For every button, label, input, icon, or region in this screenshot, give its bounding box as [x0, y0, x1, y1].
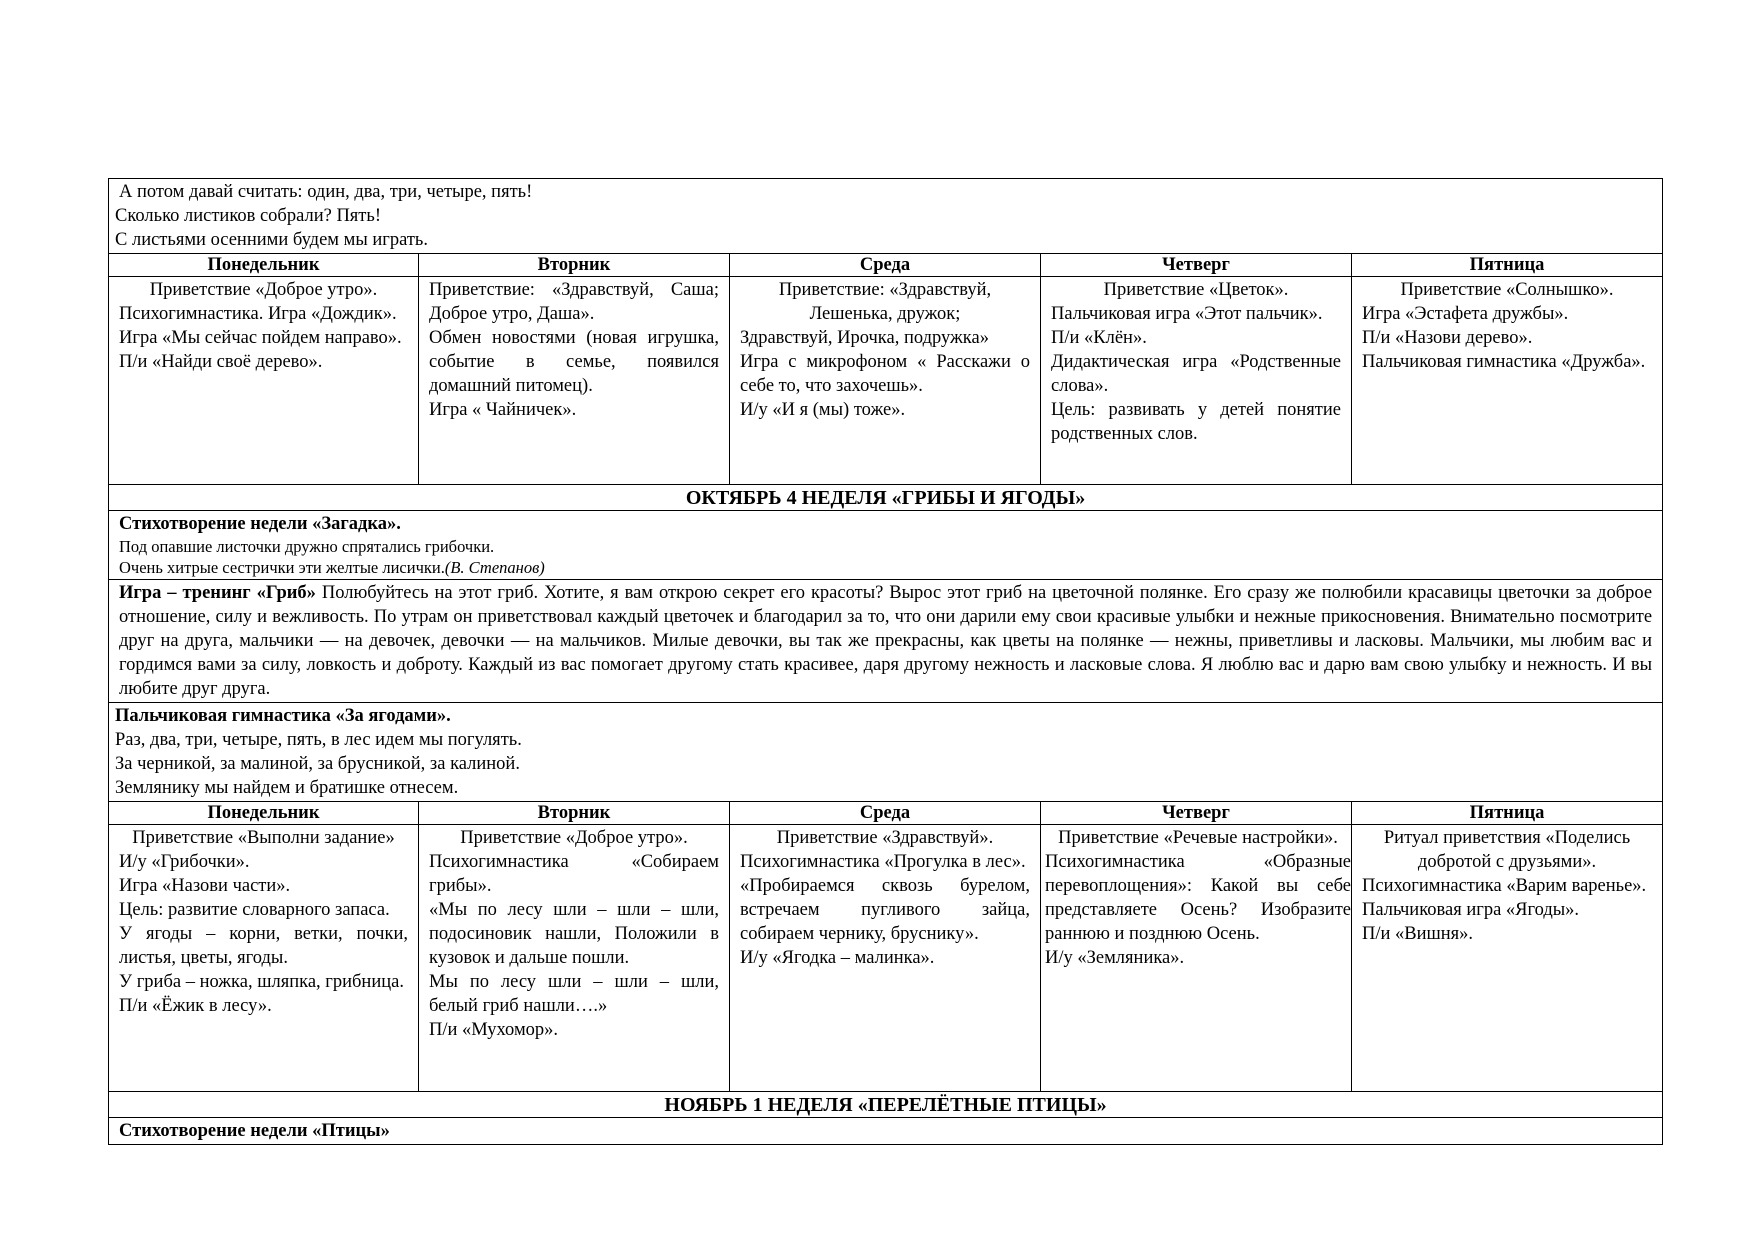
intro-line: А потом давай считать: один, два, три, четыре, пять!	[119, 182, 533, 202]
activity-line: П/и «Мухомор».	[429, 1020, 559, 1040]
activities-row	[109, 277, 1663, 485]
training-paragraph	[119, 581, 1652, 701]
activity-line: У гриба – ножка, шляпка, грибница.	[119, 972, 404, 992]
poem-line-text: Очень хитрые сестрички эти желтые лисички.	[119, 558, 445, 577]
week-heading-oct4: ОКТЯБРЬ 4 НЕДЕЛЯ «ГРИБЫ И ЯГОДЫ»	[109, 485, 1663, 511]
day-header-wednesday: Среда	[730, 254, 1041, 277]
activity-line: П/и «Ёжик в лесу».	[119, 996, 272, 1016]
activity-line: И/у «Земляника».	[1045, 948, 1185, 968]
day-header-row	[109, 802, 1663, 825]
activities-monday	[109, 277, 419, 485]
activity-line: Приветствие «Солнышко».	[1400, 280, 1614, 300]
activities-thursday	[1041, 277, 1352, 485]
activity-line: Психогимнастика «Прогулка в лес».	[740, 852, 1026, 872]
day-header-friday: Пятница	[1352, 802, 1663, 825]
activity-line: Цель: развитие словарного запаса.	[119, 900, 390, 920]
poem-line	[119, 557, 1652, 578]
activities-tuesday	[419, 825, 730, 1092]
activity-line: Ритуал приветствия «Поделись добротой с друзьями».	[1383, 828, 1631, 872]
finger-cell	[109, 703, 1663, 802]
intro-row	[109, 179, 1663, 254]
activity-line: Дидактическая игра «Родственные слова».	[1051, 352, 1341, 396]
activity-line: П/и «Вишня».	[1362, 924, 1474, 944]
activity-line: П/и «Найди своё дерево».	[119, 352, 323, 372]
activity-line: Приветствие «Доброе утро».	[149, 280, 378, 300]
activity-line: Игра «Эстафета дружбы».	[1362, 304, 1569, 324]
activity-line: «Мы по лесу шли – шли – шли, подосиновик нашли, Положили в кузовок и дальше пошли.	[429, 900, 719, 968]
activities-wednesday	[730, 825, 1041, 1092]
poem-title: Стихотворение недели «Загадка».	[119, 514, 401, 534]
finger-title: Пальчиковая гимнастика «За ягодами».	[115, 706, 451, 726]
training-title: Игра – тренинг «Гриб»	[119, 583, 316, 603]
activity-line: Приветствие «Доброе утро».	[460, 828, 688, 848]
activity-line: Игра с микрофоном « Расскажи о себе то, что захочешь».	[740, 352, 1030, 396]
finger-line: Землянику мы найдем и братишке отнесем.	[115, 778, 459, 798]
day-header-wednesday: Среда	[730, 802, 1041, 825]
activity-line: Игра « Чайничек».	[429, 400, 577, 420]
activity-line: «Пробираемся сквозь бурелом, встречаем пугливого зайца, собираем чернику, бруснику».	[740, 876, 1030, 944]
plan-table	[108, 178, 1663, 1145]
activities-monday	[109, 825, 419, 1092]
activity-line: Пальчиковая игра «Этот пальчик».	[1051, 304, 1323, 324]
poem-row	[109, 511, 1663, 580]
activity-line: И/у «Ягодка – малинка».	[740, 948, 935, 968]
activity-line: Здравствуй, Ирочка, подружка»	[740, 328, 989, 348]
activity-line: Приветствие «Цветок».	[1103, 280, 1289, 300]
activity-line: Психогимнастика «Собираем грибы».	[429, 852, 719, 896]
activities-wednesday	[730, 277, 1041, 485]
day-header-thursday: Четверг	[1041, 254, 1352, 277]
activity-line: И/у «Грибочки».	[119, 852, 250, 872]
week-heading-row	[109, 485, 1663, 511]
week-heading-nov1: НОЯБРЬ 1 НЕДЕЛЯ «ПЕРЕЛЁТНЫЕ ПТИЦЫ»	[109, 1092, 1663, 1118]
day-header-monday: Понедельник	[109, 254, 419, 277]
activity-line: Пальчиковая игра «Ягоды».	[1362, 900, 1580, 920]
activity-line: Психогимнастика «Образные перевоплощения»: Какой вы себе представляете Осень? Изобразите раннюю и позднюю Осень.	[1045, 852, 1351, 944]
day-header-tuesday: Вторник	[419, 254, 730, 277]
poem-line: Под опавшие листочки дружно спрятались грибочки.	[119, 537, 495, 556]
activity-line: Цель: развивать у детей понятие родственных слов.	[1051, 400, 1341, 444]
day-header-tuesday: Вторник	[419, 802, 730, 825]
activities-tuesday	[419, 277, 730, 485]
activity-line: Обмен новостями (новая игрушка, событие в семье, появился домашний питомец).	[429, 328, 719, 396]
finger-line: Раз, два, три, четыре, пять, в лес идем мы погулять.	[115, 730, 522, 750]
activities-friday	[1352, 277, 1663, 485]
poem-author: (В. Степанов)	[444, 558, 545, 577]
activity-line: П/и «Назови дерево».	[1362, 328, 1533, 348]
activity-line: Психогимнастика. Игра «Дождик».	[119, 304, 397, 324]
activities-row	[109, 825, 1663, 1092]
activity-line: Пальчиковая гимнастика «Дружба».	[1362, 352, 1646, 372]
activity-line: Приветствие «Выполни задание»	[132, 828, 395, 848]
activity-line: Психогимнастика «Варим варенье».	[1362, 876, 1647, 896]
activities-friday	[1352, 825, 1663, 1092]
day-header-friday: Пятница	[1352, 254, 1663, 277]
activity-line: Приветствие «Здравствуй».	[776, 828, 994, 848]
finger-row	[109, 703, 1663, 802]
poem-row	[109, 1118, 1663, 1145]
day-header-monday: Понедельник	[109, 802, 419, 825]
intro-line: Сколько листиков собрали? Пять!	[115, 206, 381, 226]
finger-line: За черникой, за малиной, за брусникой, за калиной.	[115, 754, 520, 774]
training-cell	[109, 580, 1663, 703]
activity-line: И/у «И я (мы) тоже».	[740, 400, 906, 420]
activity-line: У ягоды – корни, ветки, почки, листья, цветы, ягоды.	[119, 924, 408, 968]
week-heading-row	[109, 1092, 1663, 1118]
day-header-row	[109, 254, 1663, 277]
activity-line: Приветствие: «Здравствуй, Лешенька, дружок;	[778, 280, 992, 324]
activity-line: Мы по лесу шли – шли – шли, белый гриб нашли….»	[429, 972, 719, 1016]
activities-thursday	[1041, 825, 1352, 1092]
poem-cell	[109, 511, 1663, 580]
poem-cell	[109, 1118, 1663, 1145]
intro-cell	[109, 179, 1663, 254]
activity-line: П/и «Клён».	[1051, 328, 1147, 348]
activity-line: Игра «Назови части».	[119, 876, 291, 896]
activity-line: Игра «Мы сейчас пойдем направо».	[119, 328, 402, 348]
activity-line: Приветствие «Речевые настройки».	[1058, 828, 1338, 848]
training-row	[109, 580, 1663, 703]
poem-title: Стихотворение недели «Птицы»	[119, 1121, 390, 1141]
intro-line: С листьями осенними будем мы играть.	[115, 230, 428, 250]
training-text: Полюбуйтесь на этот гриб. Хотите, я вам открою секрет его красоты? Вырос этот гриб на цветочной полянке. Его сразу же полюбили красавицы цветочки за доброе отношение, силу и вежливость. По утрам он приветствовал каждый цветочек и благодарил за то, что они дарили ему свои красивые улыбки и нежные прикосновения. Внимательно посмотрите друг на друга, мальчики — на девочек, девочки — на мальчиков. Милые девочки, вы так же прекрасны, как цветы на полянке — нежны, приветливы и ласковы. Мальчики, мы любим вас и гордимся вами за силу, ловкость и доброту. Каждый из вас помогает другому стать красивее, даря другому нежность и ласковые слова. Я люблю вас и дарю вам свою улыбку и нежность. И вы любите друг друга.	[119, 583, 1653, 699]
activity-line: Приветствие: «Здравствуй, Саша; Доброе утро, Даша».	[429, 280, 719, 324]
day-header-thursday: Четверг	[1041, 802, 1352, 825]
